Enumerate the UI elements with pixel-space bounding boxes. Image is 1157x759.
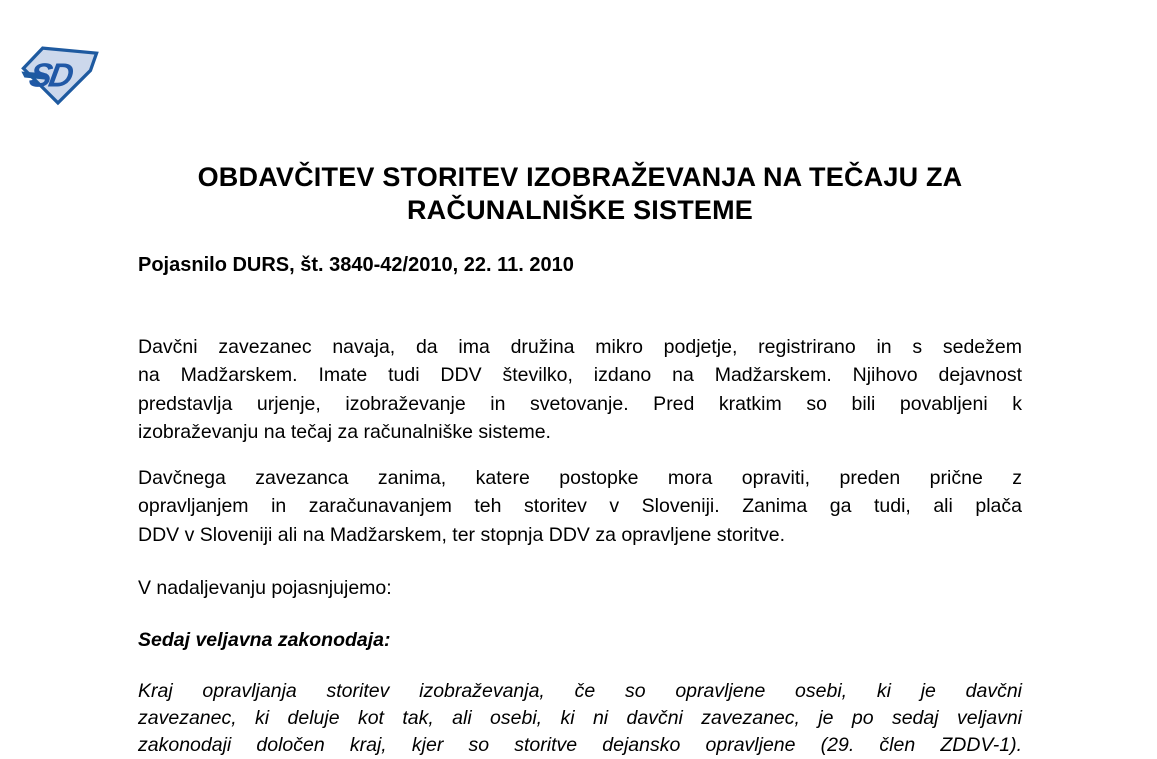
paragraph-2-line-2: opravljanjem in zaračunavanjem teh storitev v Sloveniji. Zanima ga tudi, ali plača (138, 495, 1022, 518)
document-subtitle: Pojasnilo DURS, št. 3840-42/2010, 22. 11. 2010 (138, 254, 574, 276)
paragraph-1-line-3: predstavlja urjenje, izobraževanje in svetovanje. Pred kratkim so bili povabljeni k (138, 392, 1022, 415)
paragraph-3 (138, 678, 1022, 759)
paragraph-1-line-1: Davčni zavezanec navaja, da ima družina mikro podjetje, registrirano in s sedežem (138, 336, 1022, 358)
paragraph-1 (138, 333, 1022, 447)
document-title-line1: OBDAVČITEV STORITEV IZOBRAŽEVANJA NA TEČAJU ZA (197, 162, 963, 192)
paragraph-2-line-1: Davčnega zavezanca zanima, katere postopke mora opraviti, preden prične z (138, 467, 1022, 489)
paragraph-1-line-2: na Madžarskem. Imate tudi DDV številko, izdano na Madžarskem. Njihovo dejavnost (138, 364, 1022, 387)
paragraph-2 (138, 464, 1022, 549)
svg-text:SD: SD (26, 56, 74, 95)
intro-line: V nadaljevanju pojasnjujemo: (138, 577, 392, 599)
paragraph-1-line-4: izobraževanju na tečaj za računalniške sisteme. (138, 421, 551, 444)
document-title (138, 161, 1022, 227)
paragraph-3-line-2: zavezanec, ki deluje kot tak, ali osebi, ki ni davčni zavezanec, je po sedaj veljavni (138, 707, 1022, 729)
section-heading: Sedaj veljavna zakonodaja: (138, 629, 391, 651)
document-title-line2: RAČUNALNIŠKE SISTEME (406, 195, 754, 225)
paragraph-3-line-1: Kraj opravljanja storitev izobraževanja, če so opravljene osebi, ki je davčni (138, 680, 1022, 702)
paragraph-3-line-3-clipped: zakonodaji določen kraj, kjer so storitve dejansko opravljene (29. člen ZDDV-1). (138, 734, 1022, 756)
paragraph-2-line-3: DDV v Sloveniji ali na Madžarskem, ter stopnja DDV za opravljene storitve. (138, 523, 786, 546)
sd-diamond-logo-icon (20, 43, 102, 106)
